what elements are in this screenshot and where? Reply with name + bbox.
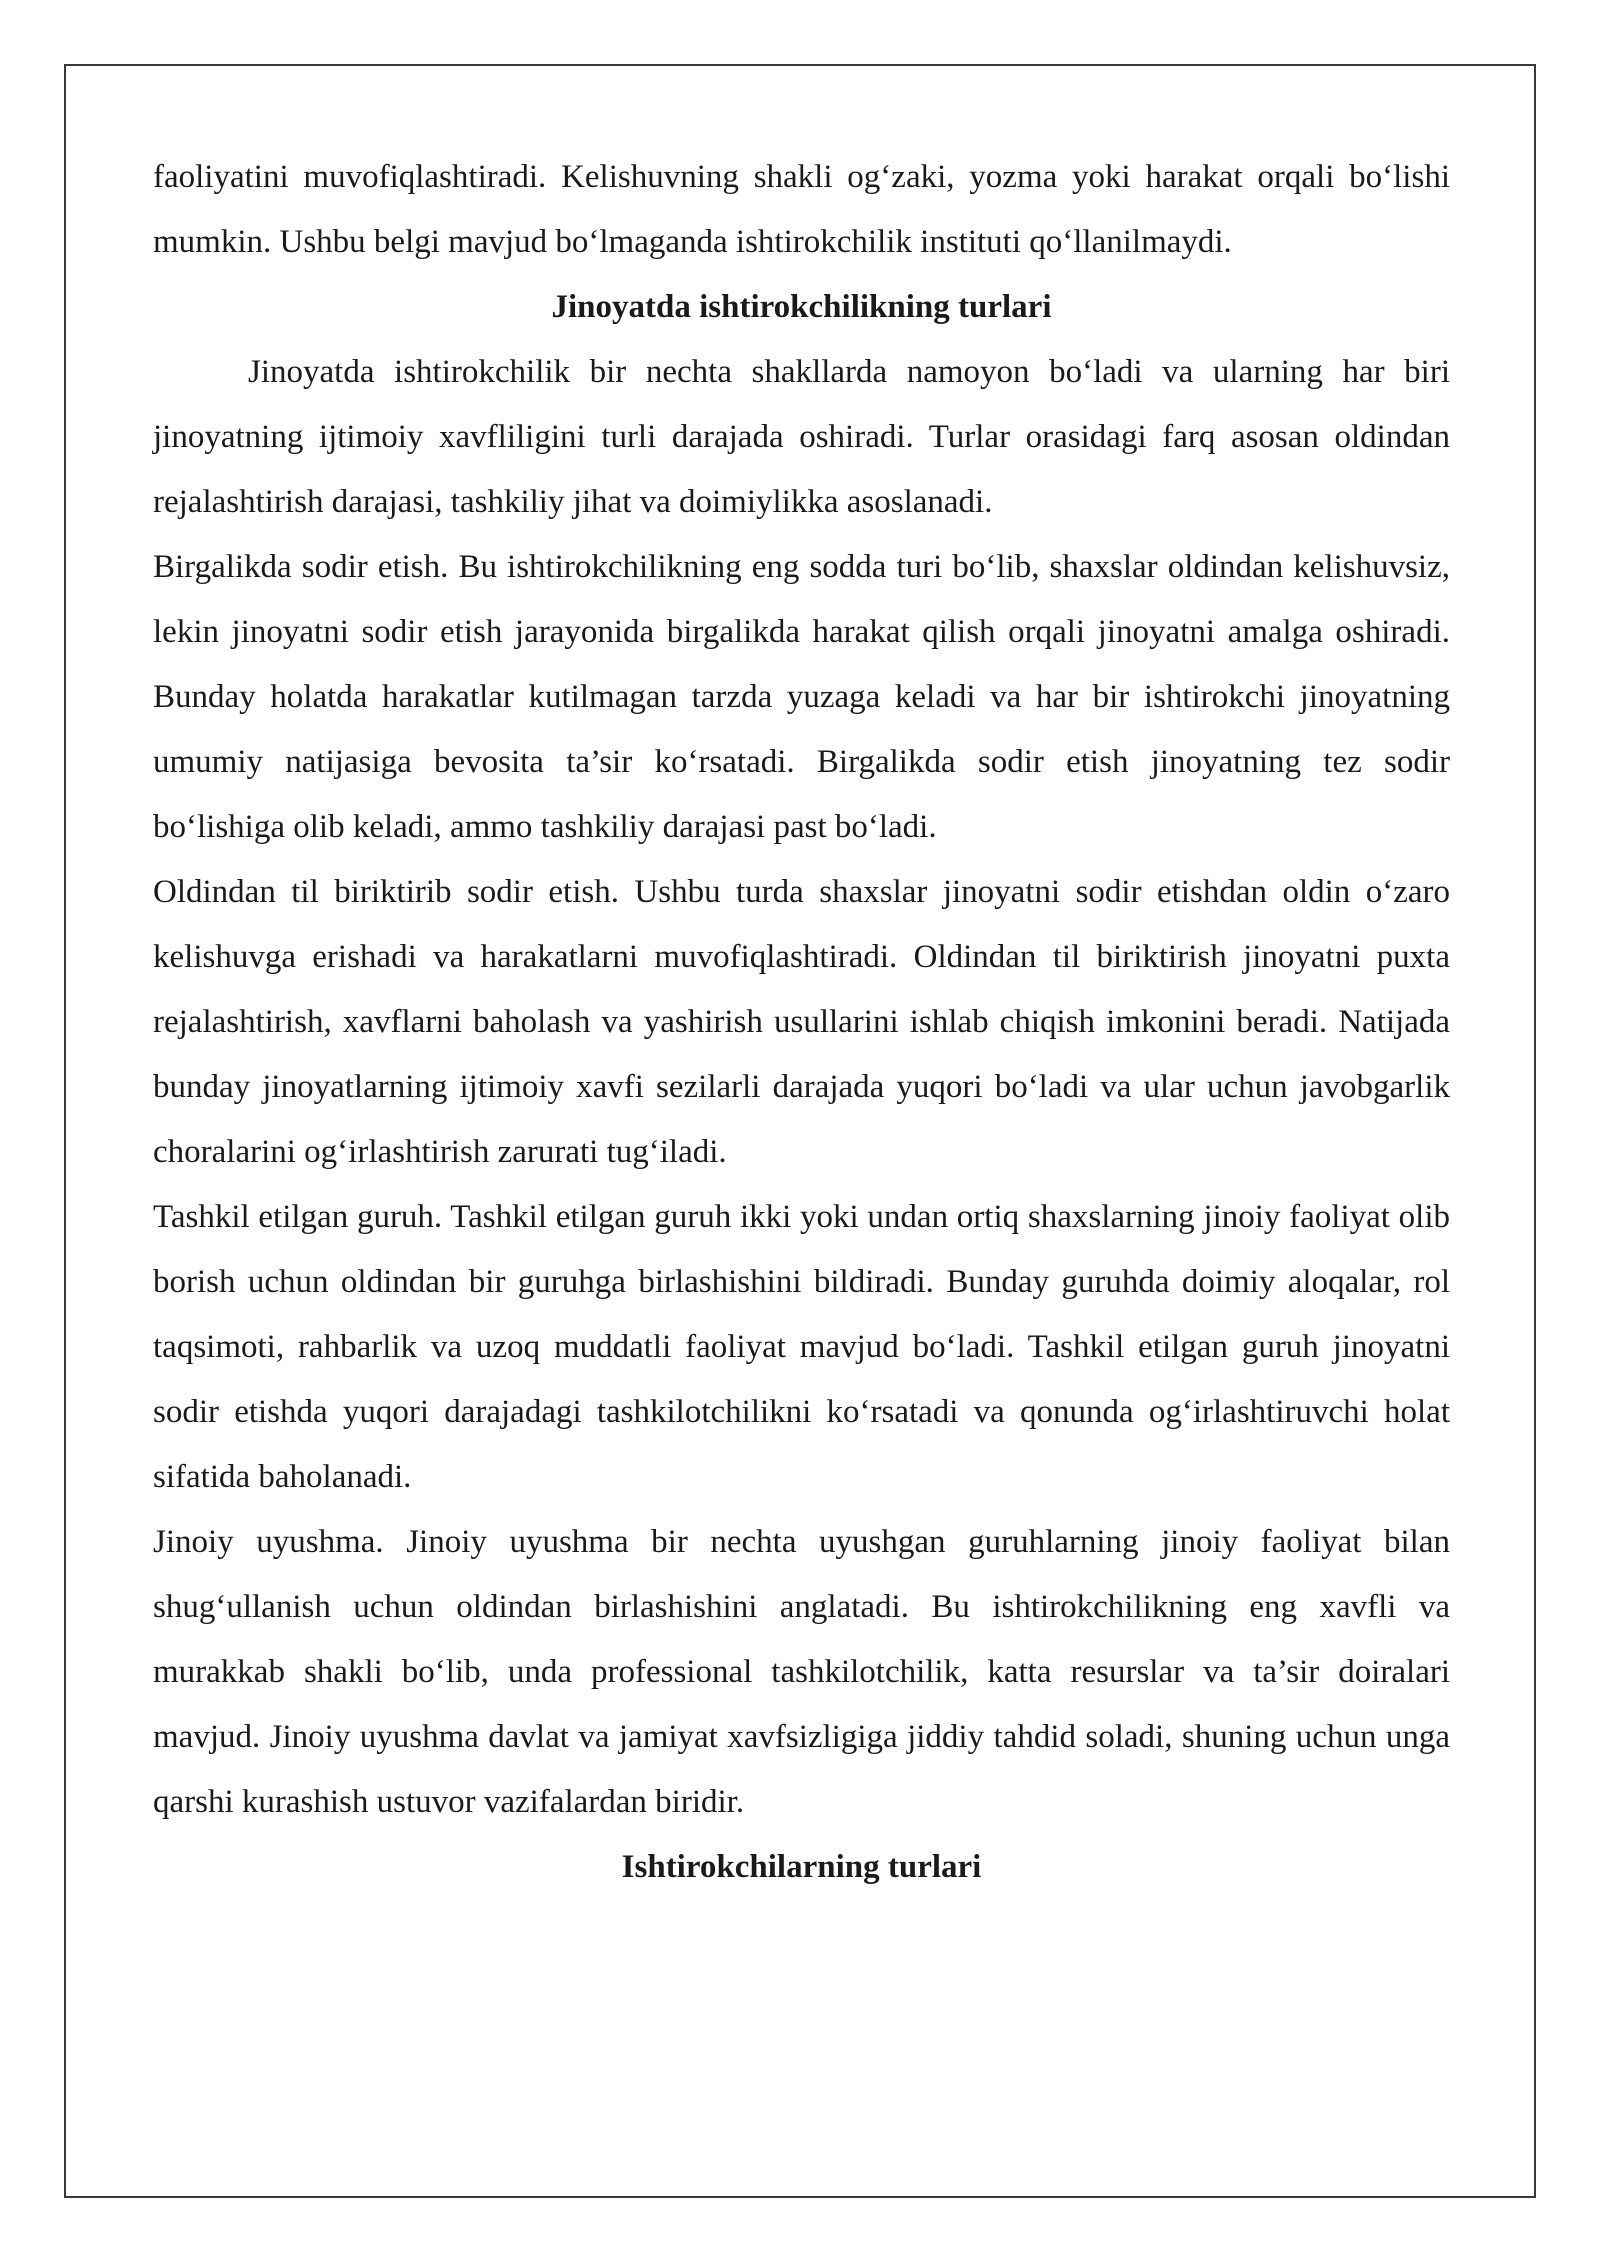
section-heading-participants: Ishtirokchilarning turlari (621, 1849, 982, 1885)
paragraph-criminal-association: Jinoiy uyushma. Jinoiy uyushma bir nechta uyushgan guruhlarning jinoiy faoliyat bilan shug‘ullanish uchun oldindan birlashishini anglatadi. Bu ishtirokchilikning eng xavfli va murakkab shakli bo‘lib, unda professional tashkilotchilik, katta resurslar va ta’sir doiralari mavjud. Jinoiy uyushma davlat va jamiyat xavfsizligiga jiddiy tahdid soladi, shuning uchun unga qarshi kurashish ustuvor vazifalardan biridir. (153, 1524, 1450, 1820)
paragraph-intro: faoliyatini muvofiqlashtiradi. Kelishuvning shakli og‘zaki, yozma yoki harakat orqali bo‘lishi mumkin. Ushbu belgi mavjud bo‘lmaganda ishtirokchilik instituti qo‘llanilmaydi. (153, 159, 1450, 260)
paragraph-joint-commission: Birgalikda sodir etish. Bu ishtirokchilikning eng sodda turi bo‘lib, shaxslar oldindan kelishuvsiz, lekin jinoyatni sodir etish jarayonida birgalikda harakat qilish orqali jinoyatni amalga oshiradi. Bunday holatda harakatlar kutilmagan tarzda yuzaga keladi va har bir ishtirokchi jinoyatning umumiy natijasiga bevosita ta’sir ko‘rsatadi. Birgalikda sodir etish jinoyatning tez sodir bo‘lishiga olib keladi, ammo tashkiliy darajasi past bo‘ladi. (153, 549, 1450, 845)
document-body (153, 145, 1450, 1900)
paragraph-organized-group: Tashkil etilgan guruh. Tashkil etilgan guruh ikki yoki undan ortiq shaxslarning jinoiy faoliyat olib borish uchun oldindan bir guruhga birlashishini bildiradi. Bunday guruhda doimiy aloqalar, rol taqsimoti, rahbarlik va uzoq muddatli faoliyat mavjud bo‘ladi. Tashkil etilgan guruh jinoyatni sodir etishda yuqori darajadagi tashkilotchilikni ko‘rsatadi va qonunda og‘irlashtiruvchi holat sifatida baholanadi. (153, 1199, 1450, 1495)
paragraph-prior-agreement: Oldindan til biriktirib sodir etish. Ushbu turda shaxslar jinoyatni sodir etishdan oldin o‘zaro kelishuvga erishadi va harakatlarni muvofiqlashtiradi. Oldindan til biriktirish jinoyatni puxta rejalashtirish, xavflarni baholash va yashirish usullarini ishlab chiqish imkonini beradi. Natijada bunday jinoyatlarning ijtimoiy xavfi sezilarli darajada yuqori bo‘ladi va ular uchun javobgarlik choralarini og‘irlashtirish zarurati tug‘iladi. (153, 874, 1450, 1170)
section-heading-types: Jinoyatda ishtirokchilikning turlari (551, 289, 1052, 325)
paragraph-types-overview: Jinoyatda ishtirokchilik bir nechta shakllarda namoyon bo‘ladi va ularning har biri jinoyatning ijtimoiy xavfliligini turli darajada oshiradi. Turlar orasidagi farq asosan oldindan rejalashtirish darajasi, tashkiliy jihat va doimiylikka asoslanadi. (153, 354, 1450, 520)
